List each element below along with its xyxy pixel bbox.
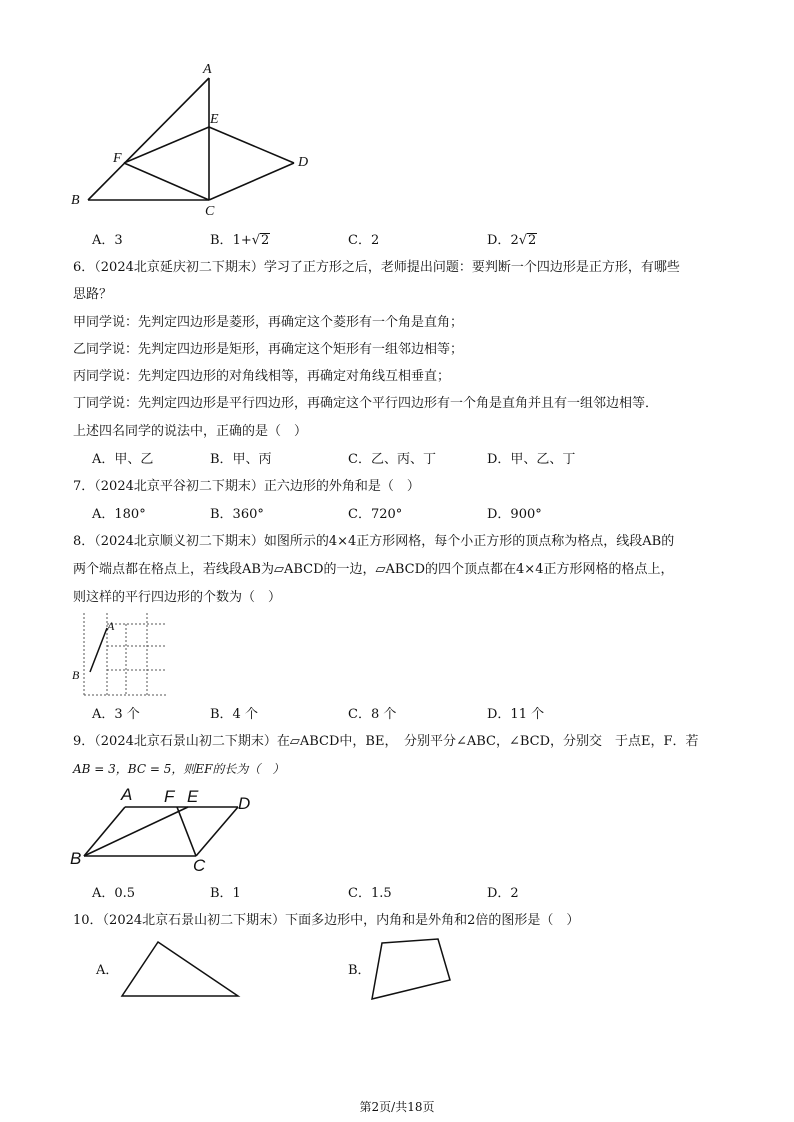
fig9-label-b: B bbox=[70, 849, 82, 868]
q8-line-1: 8．（2024北京顺义初二下期末）如图所示的4×4正方形网格，每个小正方形的顶点称为格点，线段AB的 bbox=[73, 534, 675, 549]
fig5-label-a: A bbox=[203, 62, 212, 77]
q7-option-b: B．360° bbox=[210, 507, 264, 522]
q6-option-b: B．甲、丙 bbox=[210, 452, 272, 467]
q6-line-1: 6．（2024北京延庆初二下期末）学习了正方形之后，老师提出问题：要判断一个四边形是正方形，有哪些 bbox=[73, 260, 680, 275]
q6-option-c: C．乙、丙、丁 bbox=[348, 452, 436, 467]
q7-option-d: D．900° bbox=[487, 507, 542, 522]
q5-option-a: A．3 bbox=[92, 233, 123, 248]
q8-line-2: 两个端点都在格点上，若线段AB为▱ABCD的一边，▱ABCD的四个顶点都在4×4正方形网格的格点上， bbox=[73, 562, 674, 577]
q6-option-a: A．甲、乙 bbox=[92, 452, 154, 467]
q5-option-b: B．1+√2 bbox=[210, 233, 270, 248]
q5-option-d: D．2√2 bbox=[487, 233, 537, 248]
q6-option-d: D．甲、乙、丁 bbox=[487, 452, 576, 467]
q7-option-c: C．720° bbox=[348, 507, 403, 522]
fig8-label-b: B bbox=[72, 668, 80, 682]
fig5-label-f: F bbox=[113, 151, 122, 166]
q9-line-1: 9．（2024北京石景山初二下期末）在▱ABCD中，BE， 分别平分∠ABC，∠BCD，分别交 于点E，F．若 bbox=[73, 734, 699, 749]
q7-line-1: 7．（2024北京平谷初二下期末）正六边形的外角和是（ ） bbox=[73, 479, 420, 494]
q7-option-a: A．180° bbox=[92, 507, 146, 522]
q5-figure bbox=[60, 55, 320, 225]
q9-option-a: A．0.5 bbox=[92, 886, 136, 901]
q6-statement-4: 丁同学说：先判定四边形是平行四边形，再确定这个平行四边形有一个角是直角并且有一组邻边相等． bbox=[73, 396, 659, 411]
fig9-label-f: F bbox=[164, 787, 175, 806]
q6-statement-1: 甲同学说：先判定四边形是菱形，再确定这个菱形有一个角是直角； bbox=[73, 315, 464, 330]
q6-statement-2: 乙同学说：先判定四边形是矩形，再确定这个矩形有一组邻边相等； bbox=[73, 342, 464, 357]
fig5-label-c: C bbox=[205, 204, 215, 219]
q8-line-3: 则这样的平行四边形的个数为（ ） bbox=[73, 590, 282, 605]
q10-option-b-label: B． bbox=[348, 963, 371, 978]
fig9-label-d: D bbox=[238, 794, 251, 813]
fig5-label-b: B bbox=[71, 193, 80, 208]
q9-option-b: B．1 bbox=[210, 886, 241, 901]
fig5-label-e: E bbox=[210, 112, 219, 127]
fig5-label-d: D bbox=[298, 155, 309, 170]
q9-line-2: AB = 3，BC = 5，则EF的长为（ ） bbox=[73, 762, 285, 776]
q6-question: 上述四名同学的说法中，正确的是（ ） bbox=[73, 424, 308, 439]
q8-grid-figure bbox=[70, 610, 180, 700]
fig9-label-a: A bbox=[121, 785, 133, 804]
page-footer: 第2页/共18页 bbox=[359, 1100, 435, 1114]
q5-option-c: C．2 bbox=[348, 233, 380, 248]
q8-option-a: A．3 个 bbox=[92, 707, 140, 722]
q8-option-d: D．11 个 bbox=[487, 707, 545, 722]
q6-line-2: 思路？ bbox=[73, 287, 113, 302]
q10-triangle-figure bbox=[118, 938, 244, 1002]
q6-statement-3: 丙同学说：先判定四边形的对角线相等，再确定对角线互相垂直； bbox=[73, 369, 451, 384]
q10-quadrilateral-figure bbox=[368, 935, 458, 1005]
q9-option-c: C．1.5 bbox=[348, 886, 392, 901]
fig9-label-c: C bbox=[193, 856, 206, 875]
q10-line-1: 10．（2024北京石景山初二下期末）下面多边形中，内角和是外角和2倍的图形是（ ） bbox=[73, 913, 580, 928]
fig8-label-a: A bbox=[107, 619, 115, 633]
fig9-label-e: E bbox=[187, 787, 199, 806]
q9-option-d: D．2 bbox=[487, 886, 519, 901]
q8-option-b: B．4 个 bbox=[210, 707, 258, 722]
q10-option-a-label: A． bbox=[96, 963, 119, 978]
q8-option-c: C．8 个 bbox=[348, 707, 397, 722]
